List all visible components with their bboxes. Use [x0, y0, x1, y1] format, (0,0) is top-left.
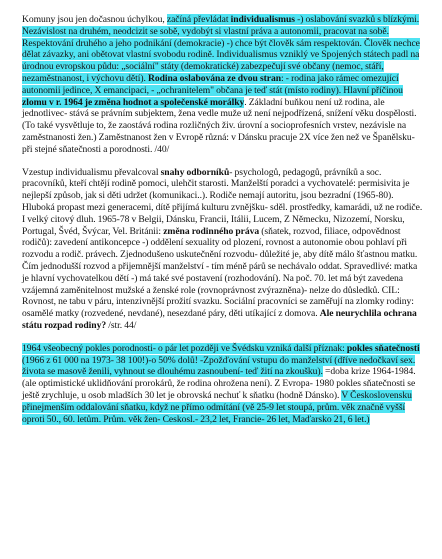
text-run: (sňatek, rozvod, filiace, odpovědnost rodičů): zavedení antikoncepce -) oddělení sexuality od plození, rovnost a autonomie obou pohlaví při rozvodu a rodič. právech. Zjednodušeno uskutečnění rozvodu- důležité je, aby dítě málo šťastnou matku. Čím jednodušší rozvod a přijemnější manželství - tím méně párů se nechávalo oddat. Spravedlivé: matka je hlavní vychovatelkou dětí -) má také své postavení (rozhodování). Na poč. 70. let má být zavedena vzájemná zaměnitelnost mužské a ženské role (rovnoprávnost zvýrazněna)- nelze do důsledků. CIL: Rovnost, ne tabu v páru, intenzivnější prožití svazku. Sociální pracovníci se zaměřují na zlomky rodiny: osamělé matky (rozvedené, nevdané), nesezdané páry, děti utíkající z domova. [22, 225, 418, 320]
bold-phrase: Rodina oslabována ze dvou stran [147, 72, 282, 84]
paragraph-individualism [22, 14, 424, 156]
bold-phrase: pokles sňatečnosti [346, 342, 420, 354]
text-run: - psychologů, pedagogů, právníků a soc. pracovníků, kteří chtějí rodině pomoci, ulehčit starosti. Manželští poradci a vychovatelé: permisivita je nejlepší způsob, jak si děti udržet (komunikaci..). Rodiče nemají autoritu, jsou bezradní (1965-80). Hluboká propast mezi generacemi, dítě přijímá kulturu zvnějšku- sděl. prostředky, kamarádi, už ne rodiče. I velký citový dluh. 1965-78 v Belgii, Dánsku, Francii, Itálii, Lucem, Z Německu, Nizozemí, Norsku, Portugal, Švéd, Švýcar, Vel. Británii: [22, 166, 423, 237]
bold-phrase: změna rodinného práva [163, 225, 260, 237]
text-run: =doba krize 1964-1984. (ale optimistické uklidňování prorokárů, že rodina ohrožena není). Z Evropa- 1980 pokles sňatečnosti se ještě zrychluje, u osob mladších 30 let je obrovská nechuť k sňatku (hodně Dánsko). [22, 366, 416, 401]
highlighted-text: začíná převládat [166, 14, 231, 25]
bold-phrase: individualismus [230, 14, 295, 25]
text-run: Komuny jsou jen dočasnou úchylkou, [22, 14, 167, 25]
highlighted-text: 1964 všeobecný pokles porodnosti- o pár let později ve Švédsku vzniká další příznak: [22, 342, 347, 354]
paragraph-marriage-decline [22, 343, 424, 426]
highlighted-text: -) oslabování svazků s blízkými. Nezávislost na druhém, neodcizit se sobě, vydobýt si vlastní práva a autonomii, pracovat na sobě. Respektování druhého a jeho podnikání (demokracie) -) chce být člověk sám respektován. Člověk nechce dělat závazky, ani obětovat vlastní svobodu rodině. Individualismus vzniklý ve Spojených státech padl na úrodnou evropskou půdu: „sociální" státy (demokratické) zabezpečují své občany (nemoc, stáří, nezaměstnanost, i výchovu dětí). [22, 14, 420, 84]
bold-phrase: snahy odborníků [160, 166, 230, 178]
paragraph-experts [22, 167, 424, 332]
bold-phrase: zlomu v r. 1964 je změna hodnot a společenské morálky [22, 96, 245, 108]
text-run: /str. 44/ [106, 319, 137, 331]
highlighted-text: V Československu přinejmenším oddalování sňatku, když ne přímo odmítání (vě 25-9 let stoupá, prům. věk značně vyšší oproti 50., 60. letům. Prům. věk žen- Ceskosl.- 23,2 let, Francie- 26 let, Maďarsko 21, 6 let.) [22, 389, 412, 425]
highlighted-text: : - rodina jako rámec omezující autonomii jedince, X emancipaci, - „ochranitelem" občana je teď stát (místo rodiny). Hlavní příčinou [22, 72, 403, 96]
bold-phrase: Ale neurychlila ochrana státu rozpad rodiny? [22, 308, 417, 331]
text-run: . Základní buňkou není už rodina, ale jednotlivec- stává se právním subjektem, žena vedle muže už není nejpodřízená, snížení věku dospělosti. (To také vysvětluje to, že zaostává rodina rozličných živ. úrovní a socioprofesních vrstev, nezávisle na zaměstnanosti žen.) Zaměstnanost žen v Evropě různá: v Dánsku pracuje 2X více žen než ve Španělsku- při stejné sňatečnosti a porodnosti. /40/ [22, 96, 417, 155]
text-run: Vzestup individualismu převalcoval [22, 166, 161, 178]
highlighted-text: (1966 z 61 000 na 1973- 38 100!)-o 50% dolů! -Zpožďování vstupu do manželství (dříve nedočkaví sex. života se masově ženili, vyhnout se dlouhému zasnoubení- teď žití na zkoušku). [22, 354, 416, 378]
